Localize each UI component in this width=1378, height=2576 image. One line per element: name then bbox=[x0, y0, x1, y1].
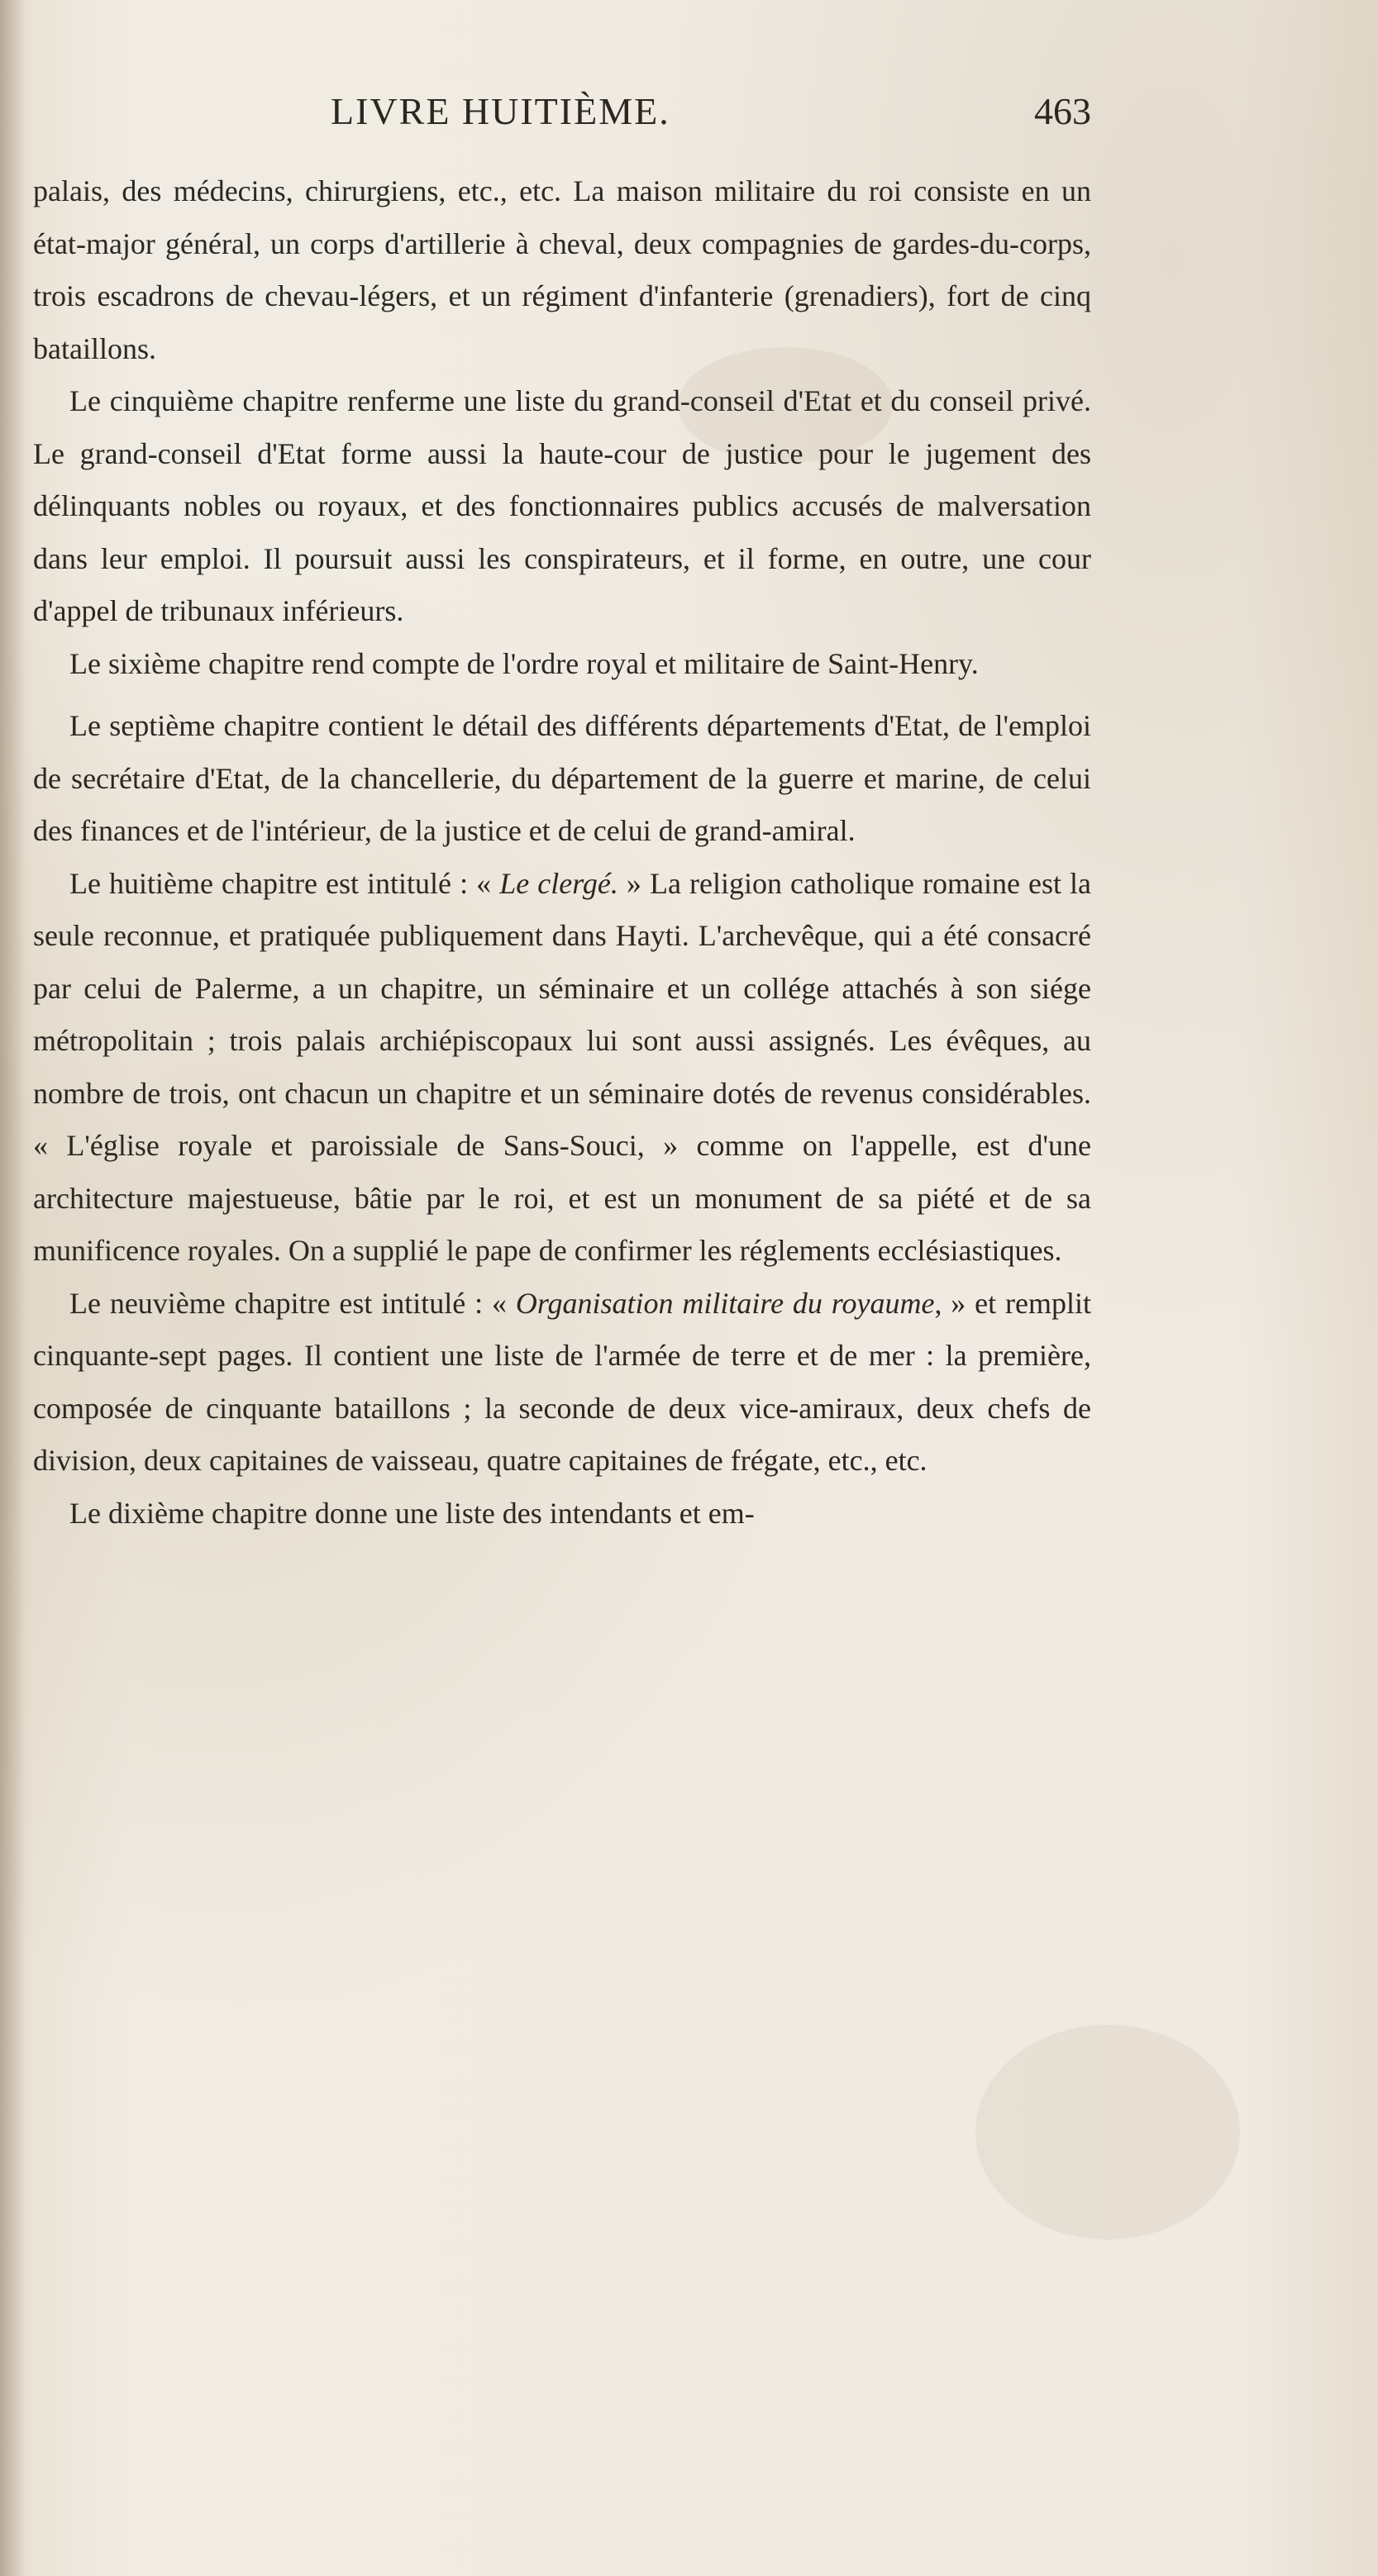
chapter-title-organisation: Organisation militaire du royaume bbox=[515, 1286, 935, 1320]
paragraph-2: Le cinquième chapitre renferme une liste du grand-conseil d'Etat et du conseil privé. Le grand-conseil d'Etat forme aussi la haute-cour de justice pour le jugement des délinquants nobles ou royaux, et des fonctionnaires publics accusés de malversation dans leur emploi. Il poursuit aussi les conspirateurs, et il forme, en outre, une cour d'appel de tribunaux inférieurs. bbox=[33, 384, 1091, 627]
paragraph-4: Le septième chapitre contient le détail des différents départements d'Etat, de l'emploi de secrétaire d'Etat, de la chancellerie, du département de la guerre et marine, de celui des finances et de l'intérieur, de la justice et de celui de grand-amiral. bbox=[33, 709, 1091, 847]
page-header bbox=[33, 89, 1091, 147]
paragraph-5-intro: Le huitième chapitre est intitulé : « bbox=[69, 866, 500, 900]
running-title: LIVRE HUITIÈME. bbox=[331, 90, 670, 132]
paper-stain bbox=[975, 2025, 1240, 2240]
paragraph-7: Le dixième chapitre donne une liste des intendants et em- bbox=[69, 1496, 755, 1530]
paragraph-6-intro: Le neuvième chapitre est intitulé : « bbox=[69, 1286, 516, 1320]
paragraph-6 bbox=[33, 1278, 1091, 1488]
page-number: 463 bbox=[1034, 90, 1091, 132]
paragraph-6-text: , » et remplit cinquante-sept pages. Il contient une liste de l'armée de terre et de mer : la première, composée de cinquante bataillons ; la seconde de deux vice-amiraux, deux chefs de division, deux capitaines de vaisseau, quatre capitaines de frégate, etc., etc. bbox=[33, 1286, 1091, 1477]
spine-shadow bbox=[0, 0, 25, 2576]
paragraph-3: Le sixième chapitre rend compte de l'ordre royal et militaire de Saint-Henry. bbox=[69, 646, 979, 680]
paragraph-5 bbox=[33, 858, 1091, 1278]
chapter-title-clerge: Le clergé. bbox=[499, 866, 618, 900]
paragraph-5-text: » La religion catholique romaine est la seule reconnue, et pratiquée publiquement dans Hayti. L'archevêque, qui a été consacré par celui de Palerme, a un chapitre, un séminaire et un collége attachés à son siége métropolitain ; trois palais archiépiscopaux lui sont aussi assignés. Les évêques, au nombre de trois, ont chacun un chapitre et un séminaire dotés de revenus considérables. « L'église royale et paroissiale de Sans-Souci, » comme on l'appelle, est d'une architecture majestueuse, bâtie par le roi, et est un monument de sa piété et de sa munificence royales. On a supplié le pape de confirmer les réglements ecclésiastiques. bbox=[33, 866, 1091, 1267]
paragraph-1: palais, des médecins, chirurgiens, etc., etc. La maison militaire du roi consiste en un état-major général, un corps d'artillerie à cheval, deux compagnies de gardes-du-corps, trois escadrons de chevau-légers, et un régiment d'infanterie (grenadiers), fort de cinq bataillons. bbox=[33, 174, 1091, 365]
body-text bbox=[33, 165, 1091, 1540]
